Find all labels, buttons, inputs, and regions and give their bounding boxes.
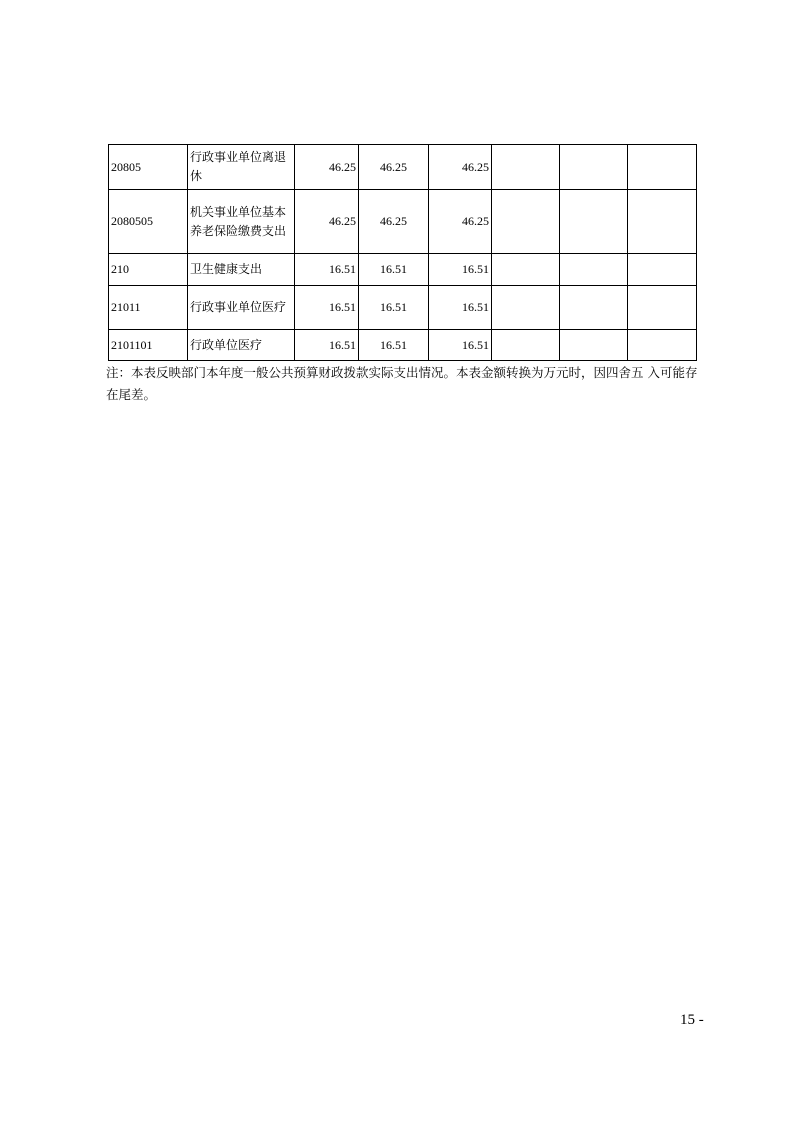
row-name: 行政事业单位离退休	[188, 145, 295, 190]
row-code: 2101101	[109, 330, 188, 361]
row-code: 2080505	[109, 190, 188, 254]
row-value	[492, 286, 560, 330]
row-value: 46.25	[295, 145, 359, 190]
row-value	[560, 286, 628, 330]
row-name: 机关事业单位基本养老保险缴费支出	[188, 190, 295, 254]
row-name: 行政单位医疗	[188, 330, 295, 361]
row-value: 46.25	[359, 145, 429, 190]
row-value: 46.25	[429, 145, 492, 190]
row-value	[628, 286, 697, 330]
row-value: 16.51	[359, 286, 429, 330]
row-value: 46.25	[359, 190, 429, 254]
row-value	[628, 330, 697, 361]
row-value: 46.25	[295, 190, 359, 254]
row-value: 16.51	[295, 254, 359, 286]
row-value	[560, 145, 628, 190]
row-value: 16.51	[295, 286, 359, 330]
row-value: 16.51	[429, 286, 492, 330]
row-value: 46.25	[429, 190, 492, 254]
row-value	[560, 190, 628, 254]
row-code: 21011	[109, 286, 188, 330]
row-value	[492, 254, 560, 286]
row-value	[628, 254, 697, 286]
row-value	[560, 254, 628, 286]
expenditure-table	[108, 144, 697, 361]
row-value: 16.51	[429, 330, 492, 361]
table-row	[109, 145, 697, 190]
row-value: 16.51	[359, 330, 429, 361]
row-value	[492, 145, 560, 190]
table-row	[109, 286, 697, 330]
table-row	[109, 254, 697, 286]
row-value: 16.51	[295, 330, 359, 361]
row-name: 卫生健康支出	[188, 254, 295, 286]
table-row	[109, 330, 697, 361]
row-name: 行政事业单位医疗	[188, 286, 295, 330]
row-value	[628, 145, 697, 190]
row-value	[628, 190, 697, 254]
row-value: 16.51	[429, 254, 492, 286]
row-value	[560, 330, 628, 361]
row-value	[492, 190, 560, 254]
row-value	[492, 330, 560, 361]
row-value: 16.51	[359, 254, 429, 286]
table-footnote: 注：本表反映部门本年度一般公共预算财政拨款实际支出情况。本表金额转换为万元时，因四舍五 入可能存在尾差。	[106, 365, 698, 402]
table-row	[109, 190, 697, 254]
row-code: 20805	[109, 145, 188, 190]
page-number: 15 -	[680, 1012, 704, 1028]
row-code: 210	[109, 254, 188, 286]
